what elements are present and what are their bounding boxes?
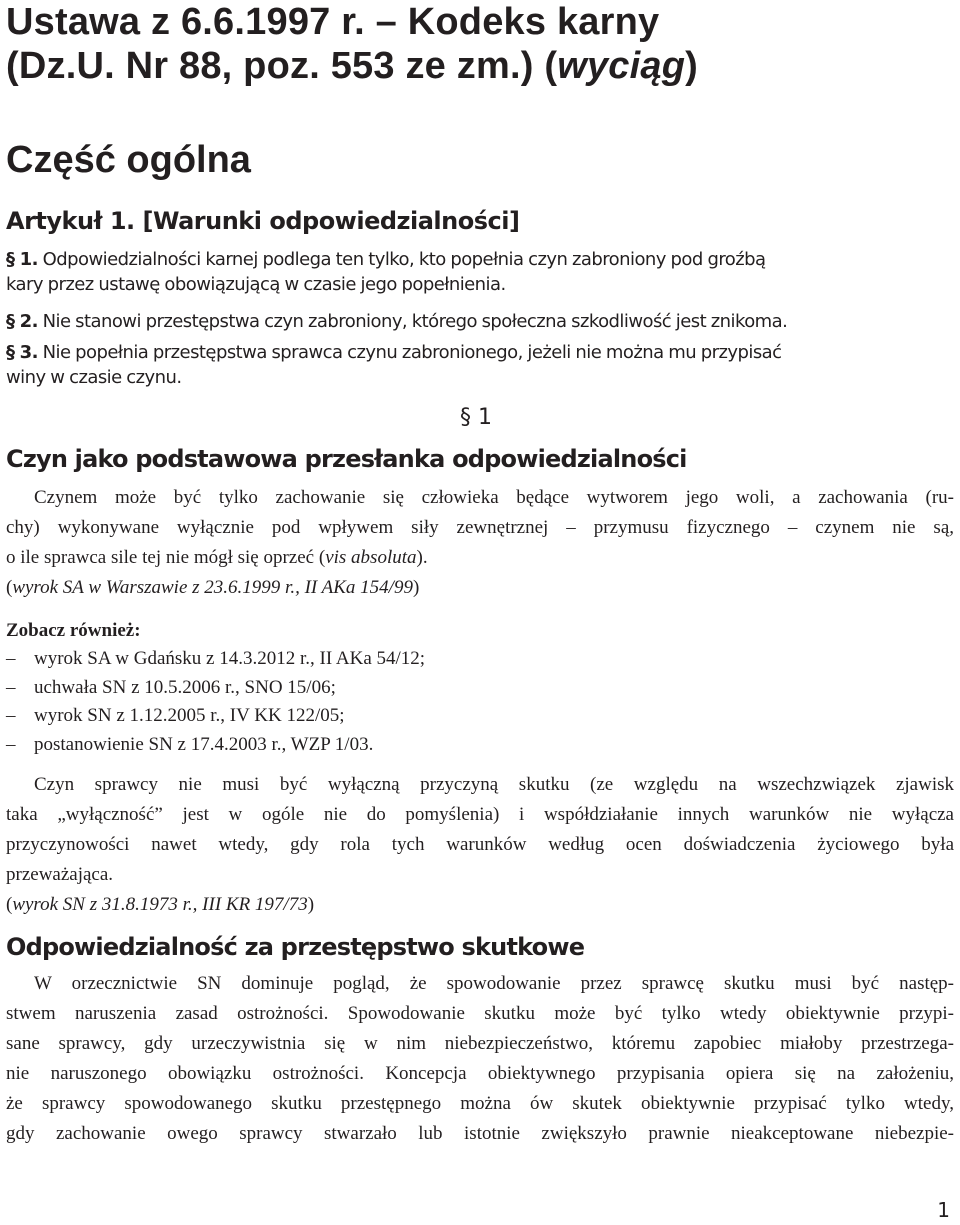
list-dash: – <box>6 705 16 726</box>
paragraph-1-line-1 <box>6 247 766 272</box>
list-dash: – <box>6 648 16 669</box>
commentary-result-line-1: W orzecznictwie SN dominuje pogląd, że spowodowanie przez sprawcę skutku musi być następ- <box>34 973 954 994</box>
commentary-act-line-3-text: o ile sprawca sile tej nie mógł się oprzeć ( <box>6 547 326 568</box>
document-title <box>6 0 698 88</box>
section-mark: § 1 <box>460 405 492 430</box>
see-also-label: Zobacz również: <box>6 620 141 641</box>
commentary-causation-line-2: taka „wyłączność” jest w ogóle nie do pomyślenia) i współdziałanie innych warunków nie wyłącza <box>6 804 954 825</box>
paragraph-3-text-1: Nie popełnia przestępstwa sprawca czynu zabronionego, jeżeli nie można mu przypisać <box>37 342 782 363</box>
list-item <box>6 674 425 703</box>
part-heading: Część ogólna <box>6 139 251 181</box>
commentary-causation-line-3: przyczynowości nawet wtedy, gdy rola tych warunków według ocen doświadczenia życiowego była <box>6 834 954 855</box>
list-dash: – <box>6 676 16 698</box>
paragraph-2-text-1: Nie stanowi przestępstwa czyn zabroniony, którego społeczna szkodliwość jest znikoma. <box>37 311 788 332</box>
paragraph-2-line-1 <box>6 309 787 334</box>
paragraph-3-line-2: winy w czasie czynu. <box>6 367 182 388</box>
list-item <box>6 702 425 731</box>
article-paragraph-3 <box>6 340 781 390</box>
article-paragraph-2 <box>6 309 787 334</box>
commentary-result-line-5: że sprawcy spowodowanego skutku przestępnego można ów skutek obiektywnie przypisać tylko wtedy, <box>6 1093 954 1114</box>
citation-sn-close: ) <box>307 894 315 915</box>
list-item <box>6 645 425 674</box>
citation-warsaw-open: ( <box>6 577 13 598</box>
commentary-causation-line-1: Czyn sprawcy nie musi być wyłączną przyczyną skutku (ze względu na wszechzwiązek zjawisk <box>34 774 954 795</box>
title-line-2 <box>6 44 698 88</box>
paragraph-3-line-1 <box>6 340 781 365</box>
commentary-act-line-2: chy) wykonywane wyłącznie pod wpływem siły zewnętrznej – przymusu fizycznego – czynem nie są, <box>6 517 954 538</box>
paragraph-3-mark: § 3. <box>6 342 38 363</box>
citation-warsaw-text: wyrok SA w Warszawie z 23.6.1999 r., II AKa 154/99 <box>12 577 413 598</box>
article-heading: Artykuł 1. [Warunki odpowiedzialności] <box>6 207 520 235</box>
commentary-result-line-3: sane sprawcy, gdy urzeczywistnia się w nim niebezpieczeństwo, któremu zapobiec miałoby przestrzega- <box>6 1033 954 1054</box>
paragraph-1-line-2: kary przez ustawę obowiązującą w czasie jego popełnienia. <box>6 274 506 295</box>
paragraph-1-text-1: Odpowiedzialności karnej podlega ten tylko, kto popełnia czyn zabroniony pod groźbą <box>37 249 766 270</box>
commentary-result-line-4: nie naruszonego obowiązku ostrożności. Koncepcja obiektywnego przypisania opiera się na założeniu, <box>6 1063 954 1084</box>
page-number: 1 <box>937 1198 950 1222</box>
see-also-list <box>6 645 425 759</box>
list-item-text: postanowienie SN z 17.4.2003 r., WZP 1/03. <box>34 733 374 755</box>
list-item <box>6 731 425 760</box>
commentary-result-offence-text <box>6 969 954 1149</box>
paragraph-1-mark: § 1. <box>6 249 38 270</box>
commentary-causation-text <box>6 770 954 920</box>
commentary-act-line-3-end: ). <box>416 547 428 568</box>
commentary-act-line-1: Czynem może być tylko zachowanie się człowieka będące wytworem jego woli, a zachowania (ru- <box>34 487 954 508</box>
list-item-text: wyrok SA w Gdańsku z 14.3.2012 r., II AKa 54/12; <box>34 648 426 669</box>
latin-term: vis absoluta <box>325 547 417 568</box>
title-extract-italic: wyciąg <box>557 45 686 87</box>
citation-sn-text: wyrok SN z 31.8.1973 r., III KR 197/73 <box>12 894 308 915</box>
commentary-heading-act: Czyn jako podstawowa przesłanka odpowiedzialności <box>6 445 687 473</box>
title-line-2-end: ) <box>685 45 698 87</box>
list-dash: – <box>6 733 16 755</box>
list-item-text: wyrok SN z 1.12.2005 r., IV KK 122/05; <box>34 705 345 726</box>
list-item-text: uchwała SN z 10.5.2006 r., SNO 15/06; <box>34 676 336 698</box>
article-paragraph-1 <box>6 247 766 297</box>
commentary-act-line-3 <box>6 543 954 573</box>
commentary-heading-result-offence: Odpowiedzialność za przestępstwo skutkowe <box>6 933 585 961</box>
citation-sn-1973 <box>6 890 954 920</box>
title-line-1: Ustawa z 6.6.1997 r. – Kodeks karny <box>6 1 660 43</box>
commentary-result-line-2: stwem naruszenia zasad ostrożności. Spowodowanie skutku może być tylko wtedy obiektywnie przypi- <box>6 1003 954 1024</box>
paragraph-2-mark: § 2. <box>6 311 38 332</box>
citation-warsaw-close: ) <box>412 577 420 598</box>
title-line-2-start: (Dz.U. Nr 88, poz. 553 ze zm.) ( <box>6 45 558 87</box>
commentary-result-line-6: gdy zachowanie owego sprawcy stwarzało lub istotnie zwiększyło prawnie nieakceptowane niebezpie- <box>6 1123 954 1144</box>
citation-warsaw <box>6 573 954 603</box>
commentary-causation-line-4: przeważająca. <box>6 864 114 885</box>
citation-sn-open: ( <box>6 894 13 915</box>
commentary-act-text <box>6 483 954 603</box>
